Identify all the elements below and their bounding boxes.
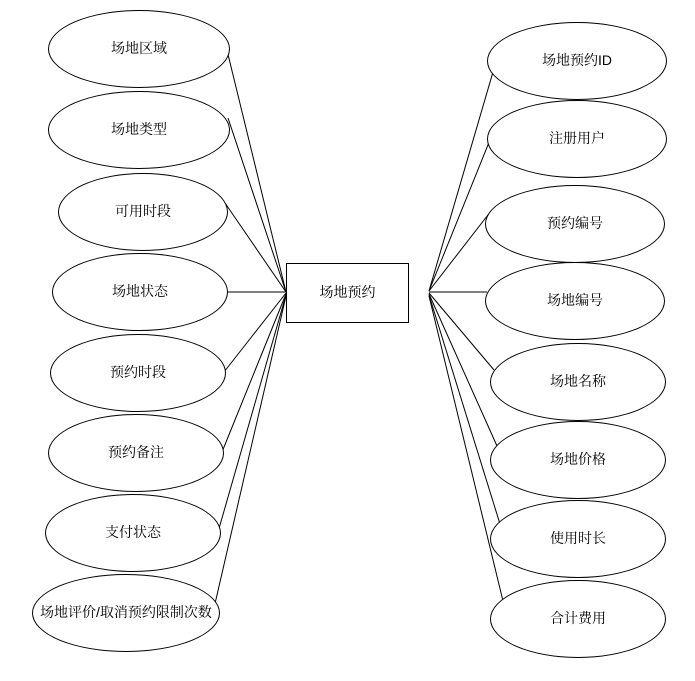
entity-node-label: 场地预约 [319,284,376,301]
attribute-node-attr-right-3-label: 预约编号 [547,215,603,232]
attribute-node-attr-right-5-label: 场地名称 [550,373,606,390]
attribute-node-attr-right-3[interactable] [485,185,665,263]
attribute-node-attr-left-8[interactable] [32,574,220,652]
attribute-node-attr-left-6[interactable] [48,414,224,492]
edge-attr-left-2-to-entity [228,118,286,292]
attribute-node-attr-left-1-label: 场地区域 [111,40,167,57]
edge-attr-left-6-to-entity [222,294,286,452]
attribute-node-attr-right-4[interactable] [485,262,665,340]
attribute-node-attr-right-5[interactable] [490,343,666,421]
attribute-node-attr-right-8-label: 合计费用 [550,610,606,627]
attribute-node-attr-left-3[interactable] [58,173,228,251]
attribute-node-attr-left-4[interactable] [52,253,228,331]
attribute-node-attr-right-2[interactable] [487,100,667,178]
edge-attr-left-1-to-entity [224,38,286,292]
edge-attr-left-7-to-entity [218,295,286,532]
edge-attr-left-8-to-entity [214,296,286,608]
attribute-node-attr-right-2-label: 注册用户 [549,130,605,147]
edge-entity-to-attr-right-5 [429,293,494,370]
attribute-node-attr-left-7-label: 支付状态 [105,524,161,541]
edge-entity-to-attr-right-3 [429,211,491,291]
attribute-node-attr-right-8[interactable] [490,580,666,658]
attribute-node-attr-right-1[interactable] [487,22,667,100]
attribute-node-attr-left-1[interactable] [48,10,230,88]
edge-entity-to-attr-right-6 [429,294,497,446]
attribute-node-attr-left-2[interactable] [48,91,230,169]
edge-entity-to-attr-right-2 [429,125,496,291]
attribute-node-attr-right-1-label: 场地预约ID [542,52,612,69]
attribute-node-attr-right-6-label: 场地价格 [550,451,606,468]
attribute-node-attr-left-3-label: 可用时段 [115,203,171,220]
edge-entity-to-attr-right-7 [429,295,500,524]
attribute-node-attr-left-6-label: 预约备注 [108,444,164,461]
edge-attr-left-3-to-entity [225,203,286,292]
attribute-node-attr-right-4-label: 场地编号 [547,292,603,309]
attribute-node-attr-left-5-label: 预约时段 [110,364,166,381]
attribute-node-attr-left-4-label: 场地状态 [112,283,168,300]
attribute-node-attr-left-7[interactable] [45,494,221,572]
attribute-node-attr-right-6[interactable] [490,421,666,499]
attribute-node-attr-left-8-label: 场地评价/取消预约限制次数 [40,604,212,621]
attribute-node-attr-right-7[interactable] [490,500,666,578]
edge-attr-left-5-to-entity [224,293,286,372]
edge-entity-to-attr-right-1 [429,48,500,291]
attribute-node-attr-left-5[interactable] [50,334,226,412]
attribute-node-attr-left-2-label: 场地类型 [111,121,167,138]
entity-node[interactable] [286,263,409,323]
edge-entity-to-attr-right-8 [429,296,503,601]
attribute-node-attr-right-7-label: 使用时长 [550,530,606,547]
